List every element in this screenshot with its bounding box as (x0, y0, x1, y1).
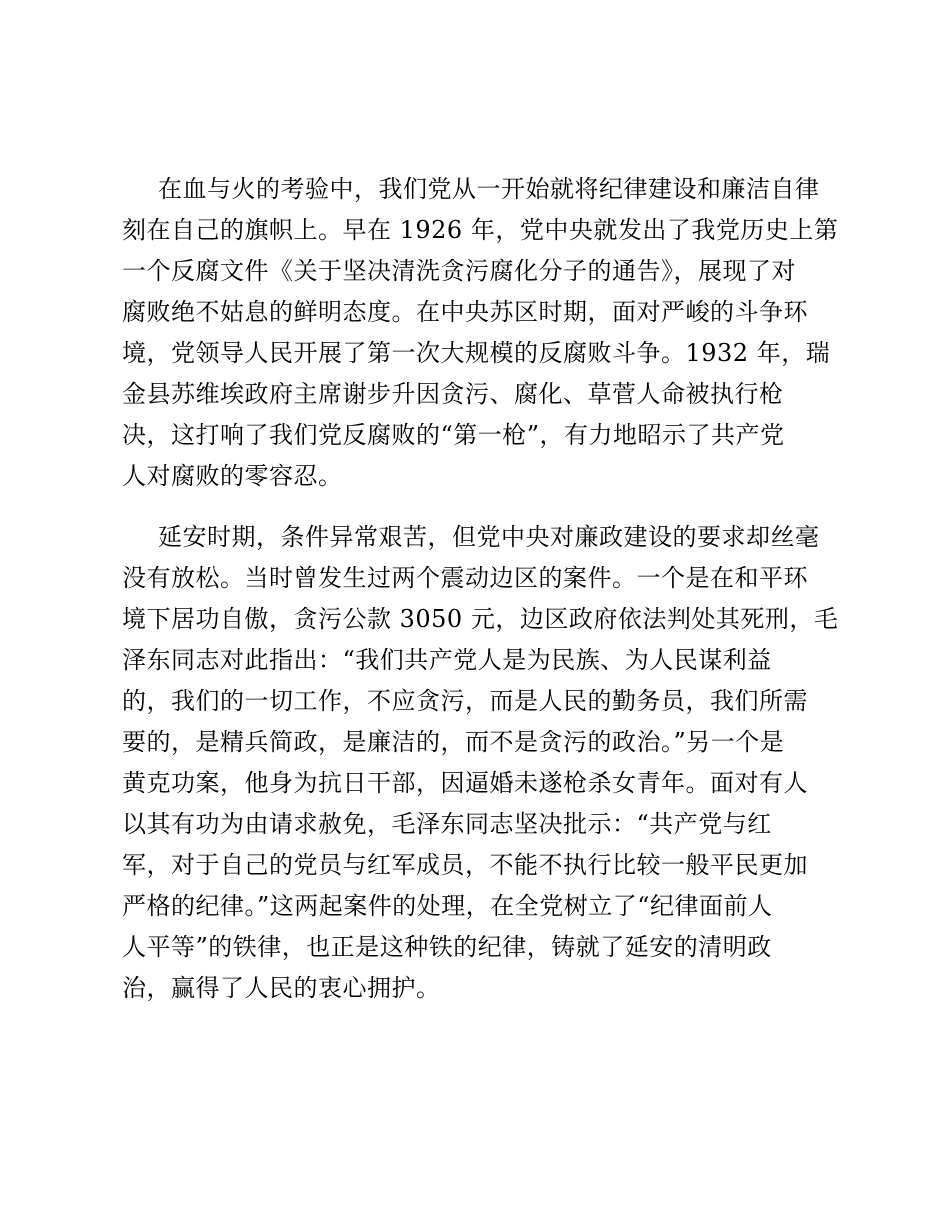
paragraph-2-line-7: 黄克功案，他身为抗日干部，因逼婚未遂枪杀女青年。面对有人 (122, 769, 808, 797)
paragraph-2-line-2: 没有放松。当时曾发生过两个震动边区的案件。一个是在和平环 (122, 564, 808, 592)
paragraph-2-line-12: 治，赢得了人民的衷心拥护。 (122, 974, 441, 1002)
paragraph-1-line-2: 刻在自己的旗帜上。早在 1926 年，党中央就发出了我党历史上第 (122, 216, 839, 244)
paragraph-2-line-1: 延安时期，条件异常艰苦，但党中央对廉政建设的要求却丝毫 (158, 523, 820, 551)
paragraph-1-line-7: 决，这打响了我们党反腐败的“第一枪”，有力地昭示了共产党 (122, 421, 785, 449)
paragraph-1-line-1: 在血与火的考验中，我们党从一开始就将纪律建设和廉洁自律 (158, 175, 820, 203)
paragraph-1-line-5: 境，党领导人民开展了第一次大规模的反腐败斗争。1932 年，瑞 (122, 339, 831, 367)
paragraph-2-line-10: 严格的纪律。”这两起案件的处理，在全党树立了“纪律面前人 (122, 892, 773, 920)
paragraph-2-line-6: 要的，是精兵简政，是廉洁的，而不是贪污的政治。”另一个是 (122, 728, 785, 756)
paragraph-2-line-11: 人平等”的铁律，也正是这种铁的纪律，铸就了延安的清明政 (122, 933, 772, 961)
paragraph-1-line-8: 人对腐败的零容忍。 (122, 462, 343, 490)
paragraph-2-line-4: 泽东同志对此指出：“我们共产党人是为民族、为人民谋利益 (122, 646, 772, 674)
paragraph-1-line-6: 金县苏维埃政府主席谢步升因贪污、腐化、草菅人命被执行枪 (122, 380, 784, 408)
paragraph-2-line-3: 境下居功自傲，贪污公款 3050 元，边区政府依法判处其死刑，毛 (122, 605, 839, 633)
paragraph-1-line-4: 腐败绝不姑息的鲜明态度。在中央苏区时期，面对严峻的斗争环 (122, 298, 808, 326)
paragraph-2-line-8: 以其有功为由请求赦免，毛泽东同志坚决批示：“共产党与红 (122, 810, 772, 838)
paragraph-2-line-5: 的，我们的一切工作，不应贪污，而是人民的勤务员，我们所需 (122, 687, 808, 715)
paragraph-2-line-9: 军，对于自己的党员与红军成员，不能不执行比较一般平民更加 (122, 851, 808, 879)
paragraph-1-line-3: 一个反腐文件《关于坚决清洗贪污腐化分子的通告》，展现了对 (122, 257, 796, 285)
